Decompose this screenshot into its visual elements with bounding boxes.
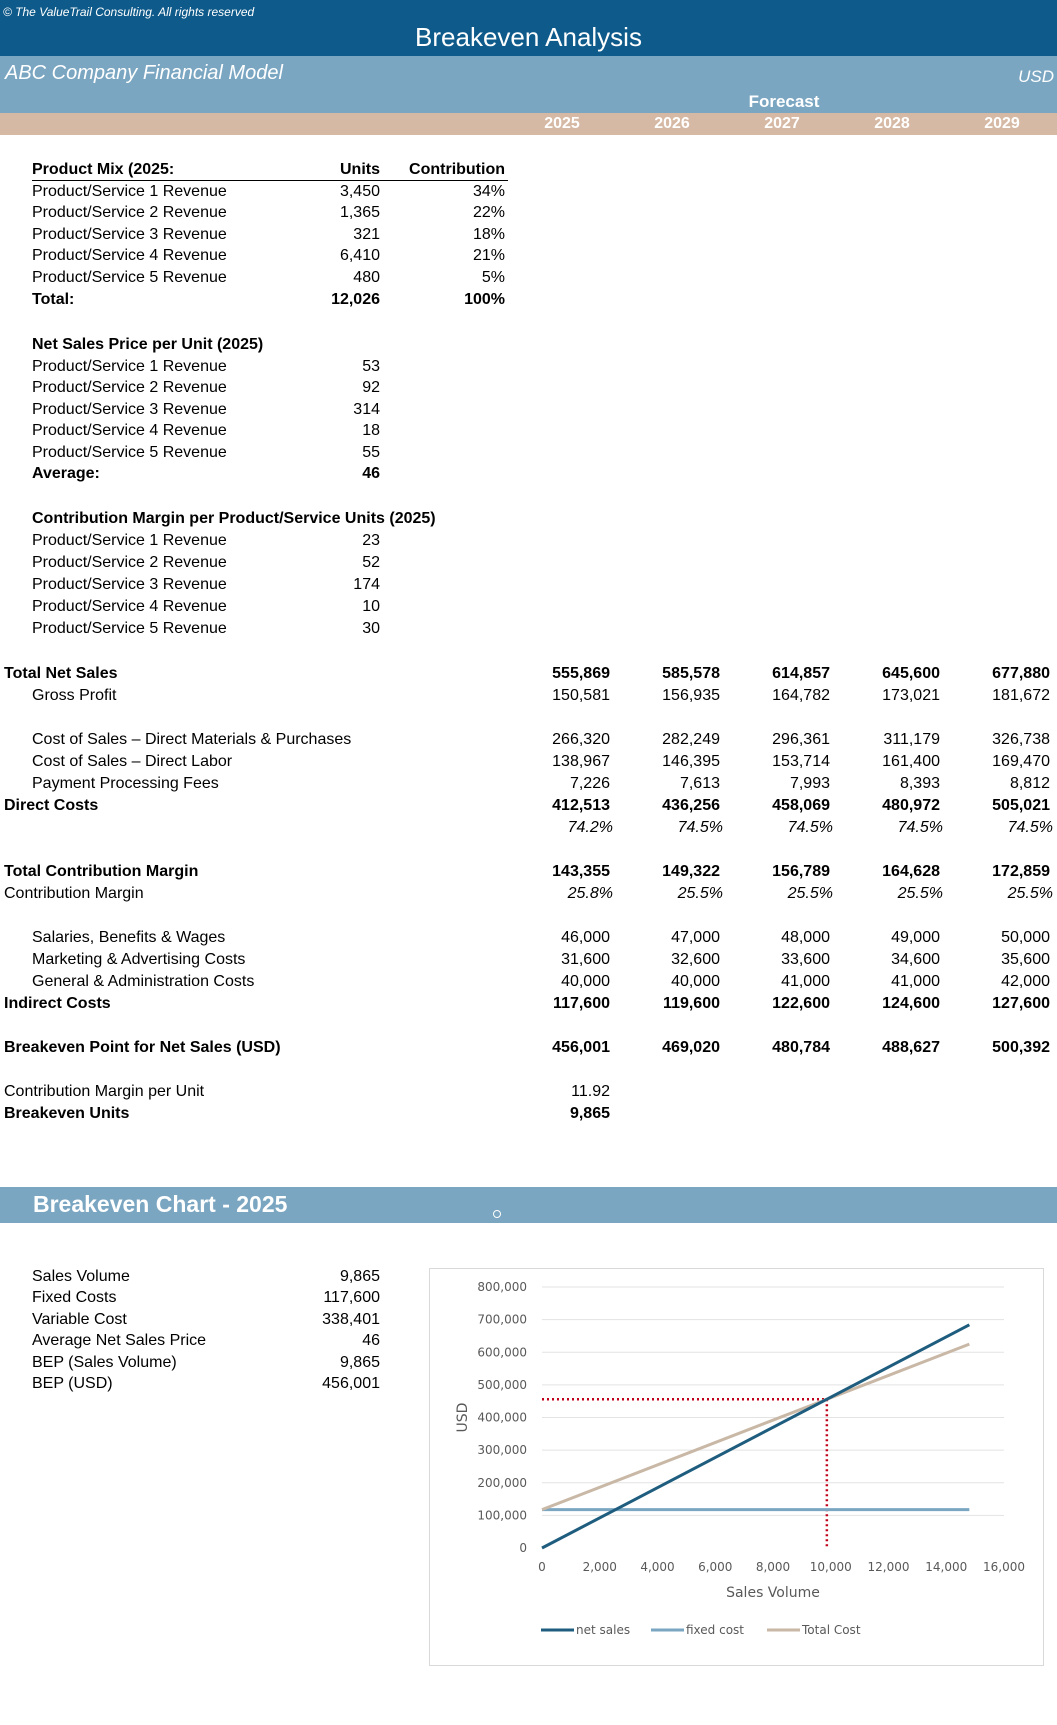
breakeven-chart-svg [430,1269,1043,1665]
cm-label: Product/Service 5 Revenue [32,620,227,637]
product-mix-heading: Product Mix (2025: [32,161,175,178]
price-value: 53 [362,358,380,375]
product-mix-label: Product/Service 4 Revenue [32,247,227,264]
gross-profit-value: 156,935 [662,687,720,704]
product-mix-units: 1,365 [339,204,380,221]
cos-labor-value: 138,967 [552,753,610,770]
breakeven-sales-value: 480,784 [772,1039,830,1056]
product-mix-contribution: 21% [472,247,505,264]
x-tick-label: 12,000 [867,1560,910,1574]
x-tick-label: 16,000 [983,1560,1025,1574]
salaries-value: 46,000 [561,929,610,946]
cos-materials-value: 311,179 [883,731,940,748]
stat-label: Variable Cost [32,1311,127,1328]
year-header: 2029 [984,115,1020,132]
marketing-value: 32,600 [671,951,720,968]
model-name: ABC Company Financial Model [5,62,283,84]
gross-profit-label: Gross Profit [32,687,117,704]
direct-costs-value: 458,069 [772,797,830,814]
cm-pct-value: 25.5% [1007,885,1053,902]
direct-costs-pct: 74.2% [567,819,613,836]
total-cm-value: 149,322 [662,863,720,880]
marketing-label: Marketing & Advertising Costs [32,951,246,968]
y-tick-label: 700,000 [477,1312,527,1327]
gross-profit-value: 150,581 [552,687,610,704]
price-value: 55 [362,444,380,461]
cos-labor-value: 161,400 [882,753,940,770]
price-value: 92 [362,379,380,396]
series-line-total-cost [542,1344,969,1510]
direct-costs-pct: 74.5% [787,819,833,836]
stat-value: 46 [362,1332,380,1349]
x-tick-label: 4,000 [640,1560,675,1574]
year-header: 2025 [544,115,580,132]
y-axis-title: USD [455,1402,471,1433]
net-sales-price-heading: Net Sales Price per Unit (2025) [32,336,264,353]
marketing-value: 34,600 [891,951,940,968]
cm-pct-value: 25.5% [677,885,723,902]
salaries-value: 47,000 [671,929,720,946]
price-label: Product/Service 4 Revenue [32,422,227,439]
total-cm-value: 172,859 [992,863,1050,880]
total-net-sales-value: 677,880 [992,665,1050,682]
cos-labor-value: 146,395 [662,753,720,770]
cos-materials-value: 326,738 [992,731,1050,748]
year-header: 2028 [874,115,910,132]
cm-label: Product/Service 4 Revenue [32,598,227,615]
gna-value: 41,000 [781,973,830,990]
price-label: Product/Service 1 Revenue [32,358,227,375]
indirect-costs-value: 124,600 [882,995,940,1012]
x-tick-label: 2,000 [582,1560,617,1574]
gna-value: 40,000 [671,973,720,990]
indirect-costs-value: 117,600 [553,995,610,1012]
payment-fees-value: 8,393 [899,775,940,792]
breakeven-sales-value: 469,020 [662,1039,720,1056]
product-mix-label: Product/Service 5 Revenue [32,269,227,286]
product-mix-label: Product/Service 2 Revenue [32,204,227,221]
breakeven-sales-value: 456,001 [552,1039,610,1056]
product-mix-total-label: Total: [32,291,75,308]
direct-costs-value: 412,513 [552,797,610,814]
total-net-sales-value: 585,578 [662,665,720,682]
product-mix-contribution: 18% [472,226,505,243]
forecast-label: Forecast [748,92,820,111]
product-mix-label: Product/Service 3 Revenue [32,226,227,243]
product-mix-units: 6,410 [339,247,380,264]
y-tick-label: 200,000 [477,1475,527,1490]
legend-label: fixed cost [686,1623,745,1637]
stat-value: 117,600 [323,1289,380,1306]
indirect-costs-value: 127,600 [992,995,1050,1012]
y-tick-label: 0 [519,1541,527,1555]
total-net-sales-value: 555,869 [552,665,610,682]
price-label: Product/Service 3 Revenue [32,401,227,418]
breakeven-sales-value: 500,392 [992,1039,1050,1056]
stat-label: BEP (Sales Volume) [32,1354,177,1371]
breakeven-sales-value: 488,627 [882,1039,940,1056]
y-tick-label: 100,000 [477,1508,527,1523]
currency-label: USD [1018,67,1054,86]
product-mix-units: 480 [353,269,380,286]
direct-costs-pct: 74.5% [677,819,723,836]
payment-fees-value: 7,226 [569,775,610,792]
direct-costs-value: 436,256 [662,797,720,814]
marketing-value: 33,600 [781,951,830,968]
cos-labor-value: 153,714 [772,753,830,770]
direct-costs-label: Direct Costs [4,797,99,814]
marketing-value: 31,600 [561,951,610,968]
marketing-value: 35,600 [1001,951,1050,968]
payment-fees-value: 7,613 [679,775,720,792]
cm-label: Product/Service 3 Revenue [32,576,227,593]
y-tick-label: 400,000 [477,1410,527,1425]
gross-profit-value: 164,782 [772,687,830,704]
year-header: 2027 [764,115,800,132]
product-mix-contribution: 34% [472,183,505,200]
gna-value: 40,000 [561,973,610,990]
product-mix-contribution: 5% [481,269,505,286]
x-tick-label: 14,000 [925,1560,968,1574]
product-mix-total-units: 12,026 [331,291,380,308]
cm-value: 23 [362,532,380,549]
cm-value: 30 [362,620,380,637]
stat-label: Fixed Costs [32,1289,117,1306]
contribution-header: Contribution [409,161,505,178]
legend-label: net sales [576,1623,631,1637]
total-cm-label: Total Contribution Margin [4,863,199,880]
price-label: Product/Service 2 Revenue [32,379,227,396]
product-mix-total-contribution: 100% [464,291,505,308]
total-net-sales-value: 614,857 [772,665,830,682]
chart-section-title: Breakeven Chart - 2025 [33,1191,288,1217]
copyright-text: © The ValueTrail Consulting. All rights reserved [3,5,255,19]
cos-labor-label: Cost of Sales – Direct Labor [32,753,233,770]
price-average-value: 46 [362,465,380,482]
breakeven-chart[interactable] [429,1268,1044,1666]
total-net-sales-label: Total Net Sales [4,665,118,682]
indirect-costs-label: Indirect Costs [4,995,111,1012]
total-cm-value: 164,628 [882,863,940,880]
cos-materials-value: 282,249 [662,731,720,748]
cos-materials-value: 266,320 [552,731,610,748]
x-tick-label: 10,000 [809,1560,852,1574]
year-header: 2026 [654,115,690,132]
cos-materials-label: Cost of Sales – Direct Materials & Purchases [32,731,352,748]
salaries-value: 49,000 [891,929,940,946]
price-value: 18 [362,422,380,439]
gross-profit-value: 173,021 [882,687,940,704]
salaries-value: 48,000 [781,929,830,946]
total-cm-value: 156,789 [772,863,830,880]
cos-labor-value: 169,470 [992,753,1050,770]
stat-label: Average Net Sales Price [32,1332,207,1349]
cm-pct-value: 25.5% [897,885,943,902]
cm-per-unit-label: Contribution Margin per Unit [4,1083,205,1100]
stat-label: BEP (USD) [32,1375,113,1392]
gna-value: 42,000 [1001,973,1050,990]
cm-label: Product/Service 1 Revenue [32,532,227,549]
total-net-sales-value: 645,600 [882,665,940,682]
payment-fees-label: Payment Processing Fees [32,775,219,792]
x-tick-label: 8,000 [755,1560,791,1574]
price-average-label: Average: [32,465,100,482]
gna-value: 41,000 [891,973,940,990]
series-line-net-sales [542,1325,969,1548]
price-label: Product/Service 5 Revenue [32,444,227,461]
payment-fees-value: 7,993 [789,775,830,792]
salaries-value: 50,000 [1001,929,1050,946]
cm-label: Product/Service 2 Revenue [32,554,227,571]
gna-label: General & Administration Costs [32,973,255,990]
x-tick-label: 0 [538,1560,546,1574]
y-tick-label: 500,000 [477,1377,527,1392]
indirect-costs-value: 122,600 [772,995,830,1012]
payment-fees-value: 8,812 [1009,775,1050,792]
stat-label: Sales Volume [32,1268,130,1285]
cm-value: 52 [362,554,380,571]
cm-pct-label: Contribution Margin [4,885,144,902]
product-mix-contribution: 22% [472,204,505,221]
direct-costs-value: 505,021 [992,797,1050,814]
units-header: Units [340,161,380,178]
cm-per-unit-value: 11.92 [571,1083,610,1100]
cos-materials-value: 296,361 [772,731,830,748]
stat-value: 338,401 [322,1311,380,1328]
x-tick-label: 6,000 [698,1560,733,1574]
price-value: 314 [353,401,380,418]
y-tick-label: 600,000 [477,1345,527,1360]
breakeven-units-label: Breakeven Units [4,1105,130,1122]
direct-costs-pct: 74.5% [1007,819,1053,836]
direct-costs-pct: 74.5% [897,819,943,836]
indirect-costs-value: 119,600 [663,995,720,1012]
stat-value: 9,865 [339,1268,380,1285]
cm-value: 174 [353,576,380,593]
stat-value: 9,865 [339,1354,380,1371]
chart-handle-dot [493,1210,501,1218]
breakeven-sales-label: Breakeven Point for Net Sales (USD) [4,1039,281,1056]
legend-label: Total Cost [802,1623,861,1637]
y-tick-label: 800,000 [477,1280,527,1294]
total-cm-value: 143,355 [552,863,610,880]
cm-value: 10 [362,598,380,615]
y-tick-label: 300,000 [477,1443,527,1458]
x-axis-title: Sales Volume [726,1585,820,1601]
page-title: Breakeven Analysis [415,22,642,52]
direct-costs-value: 480,972 [882,797,940,814]
cm-pct-value: 25.5% [787,885,833,902]
breakeven-units-value: 9,865 [569,1105,610,1122]
product-mix-units: 321 [353,226,380,243]
gross-profit-value: 181,672 [992,687,1050,704]
cm-pct-value: 25.8% [567,885,613,902]
product-mix-label: Product/Service 1 Revenue [32,183,227,200]
stat-value: 456,001 [322,1375,380,1392]
cm-per-unit-heading: Contribution Margin per Product/Service Units (2025) [32,510,436,527]
salaries-label: Salaries, Benefits & Wages [32,929,226,946]
product-mix-units: 3,450 [339,183,380,200]
